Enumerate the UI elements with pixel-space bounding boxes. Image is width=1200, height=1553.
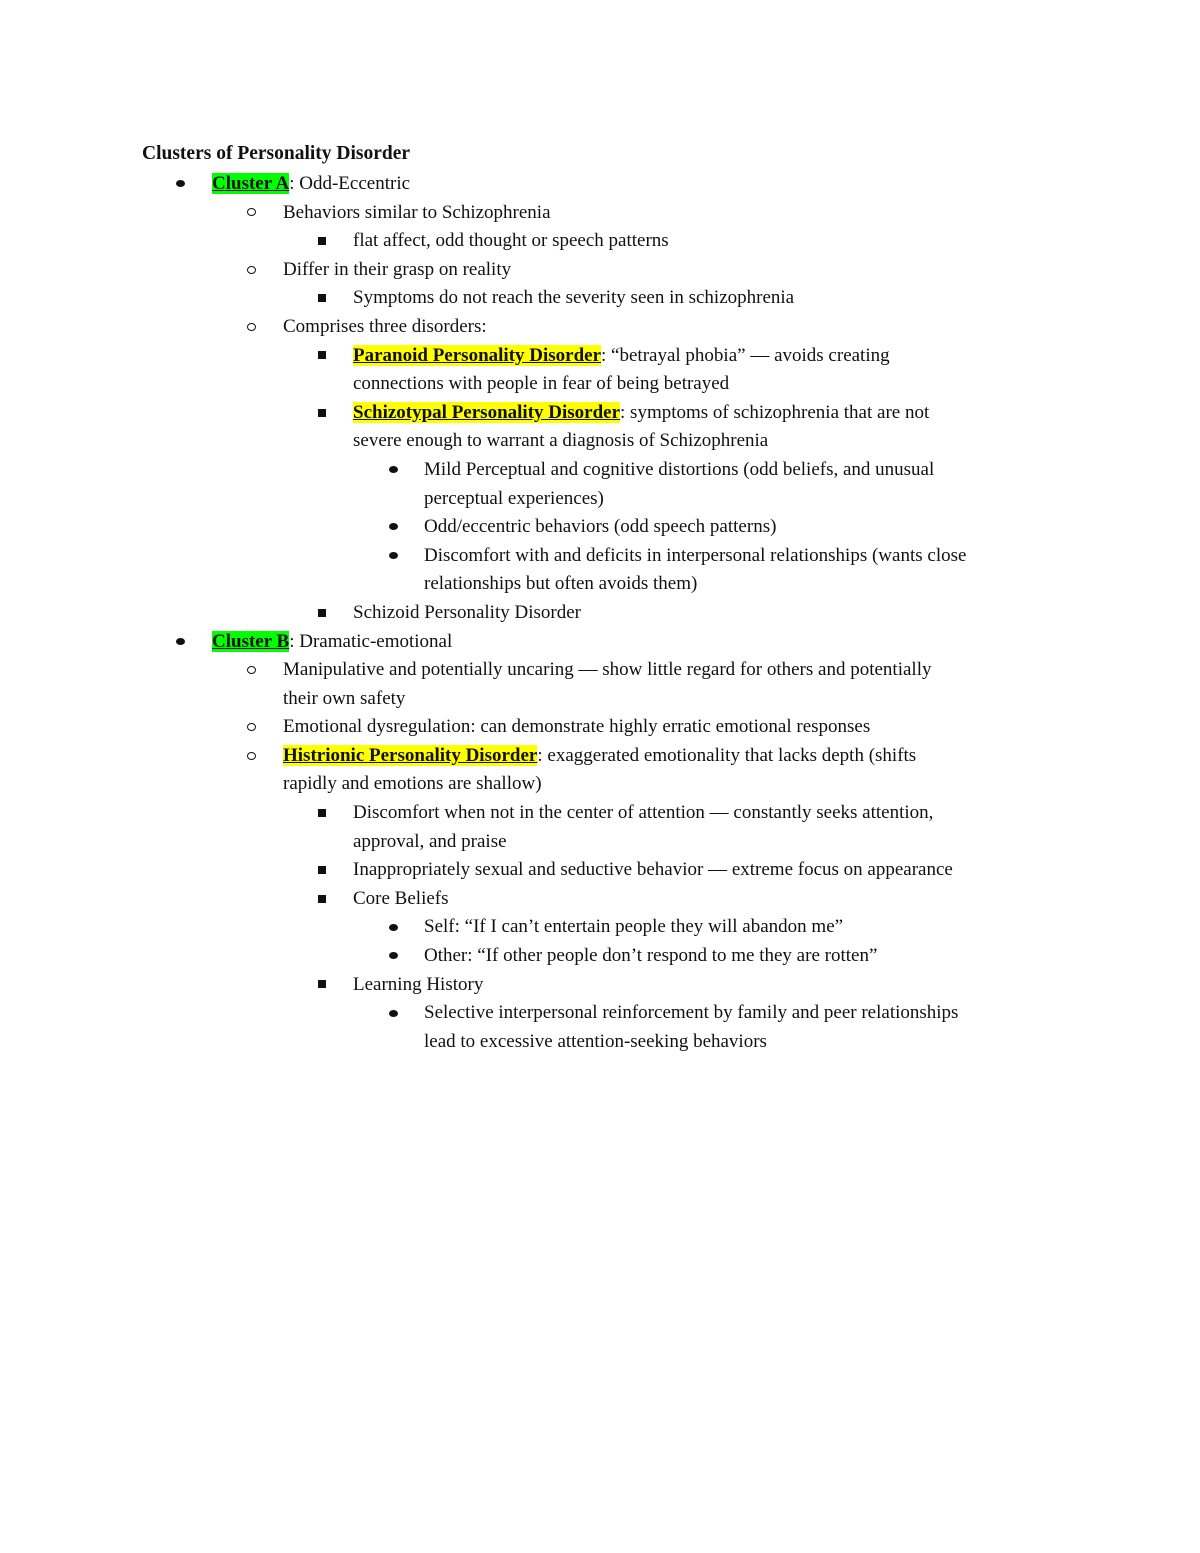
square-bullet-icon (318, 599, 326, 628)
list-item: Selective interpersonal reinforcement by family and peer relationships lead to excessive attention-seeking behaviors (0, 999, 1200, 1056)
list-item-cluster-a (0, 170, 1200, 199)
list-item: Mild Perceptual and cognitive distortions (odd beliefs, and unusual perceptual experiences) (0, 456, 1200, 513)
list-item: Differ in their grasp on reality (0, 256, 1200, 285)
list-item-schizoid: Schizoid Personality Disorder (0, 599, 1200, 628)
filled-bullet-icon (176, 628, 185, 657)
square-bullet-icon (318, 342, 326, 371)
square-bullet-icon (318, 856, 326, 885)
list-item: Other: “If other people don’t respond to me they are rotten” (0, 942, 1200, 971)
schizotypal-label: Schizotypal Personality Disorder (353, 401, 621, 423)
square-bullet-icon (318, 971, 326, 1000)
list-item-schizotypal: Schizotypal Personality Disorder: symptoms of schizophrenia that are not severe enough to warrant a diagnosis of Schizophrenia (0, 399, 1200, 456)
list-item: Behaviors similar to Schizophrenia (0, 199, 1200, 228)
hollow-bullet-icon (247, 713, 256, 742)
filled-bullet-icon (389, 999, 398, 1028)
square-bullet-icon (318, 799, 326, 828)
list-item-cluster-b (0, 628, 1200, 657)
list-item: Emotional dysregulation: can demonstrate highly erratic emotional responses (0, 713, 1200, 742)
list-item: Inappropriately sexual and seductive behavior — extreme focus on appearance (0, 856, 1200, 885)
filled-bullet-icon (389, 913, 398, 942)
list-item: Discomfort with and deficits in interpersonal relationships (wants close relationships but often avoids them) (0, 542, 1200, 599)
square-bullet-icon (318, 885, 326, 914)
cluster-b-suffix: : Dramatic-emotional (289, 630, 453, 652)
list-item-paranoid: Paranoid Personality Disorder: “betrayal phobia” — avoids creating connections with people in fear of being betrayed (0, 342, 1200, 399)
filled-bullet-icon (389, 942, 398, 971)
list-item: Learning History (0, 971, 1200, 1000)
histrionic-label: Histrionic Personality Disorder (283, 744, 538, 766)
hollow-bullet-icon (247, 742, 256, 771)
square-bullet-icon (318, 284, 326, 313)
hollow-bullet-icon (247, 313, 256, 342)
list-item: Core Beliefs (0, 885, 1200, 914)
filled-bullet-icon (389, 542, 398, 571)
document-title: Clusters of Personality Disorder (142, 143, 411, 164)
list-item: Discomfort when not in the center of attention — constantly seeks attention, approval, and praise (0, 799, 1200, 856)
list-item-histrionic: Histrionic Personality Disorder: exaggerated emotionality that lacks depth (shifts rapidly and emotions are shallow) (0, 742, 1200, 799)
list-item: flat affect, odd thought or speech patterns (0, 227, 1200, 256)
list-item: Symptoms do not reach the severity seen in schizophrenia (0, 284, 1200, 313)
cluster-a-suffix: : Odd-Eccentric (289, 173, 411, 194)
hollow-bullet-icon (247, 199, 256, 228)
cluster-a-label: Cluster A (212, 173, 290, 194)
document-body (0, 170, 1200, 1056)
list-item: Manipulative and potentially uncaring — show little regard for others and potentially their own safety (0, 656, 1200, 713)
hollow-bullet-icon (247, 256, 256, 285)
list-item: Odd/eccentric behaviors (odd speech patterns) (0, 513, 1200, 542)
filled-bullet-icon (389, 456, 398, 485)
hollow-bullet-icon (247, 656, 256, 685)
list-item: Self: “If I can’t entertain people they will abandon me” (0, 913, 1200, 942)
square-bullet-icon (318, 399, 326, 428)
list-item: Comprises three disorders: (0, 313, 1200, 342)
cluster-b-label: Cluster B (212, 630, 290, 652)
filled-bullet-icon (389, 513, 398, 542)
paranoid-label: Paranoid Personality Disorder (353, 344, 602, 366)
filled-bullet-icon (176, 170, 185, 199)
square-bullet-icon (318, 227, 326, 256)
